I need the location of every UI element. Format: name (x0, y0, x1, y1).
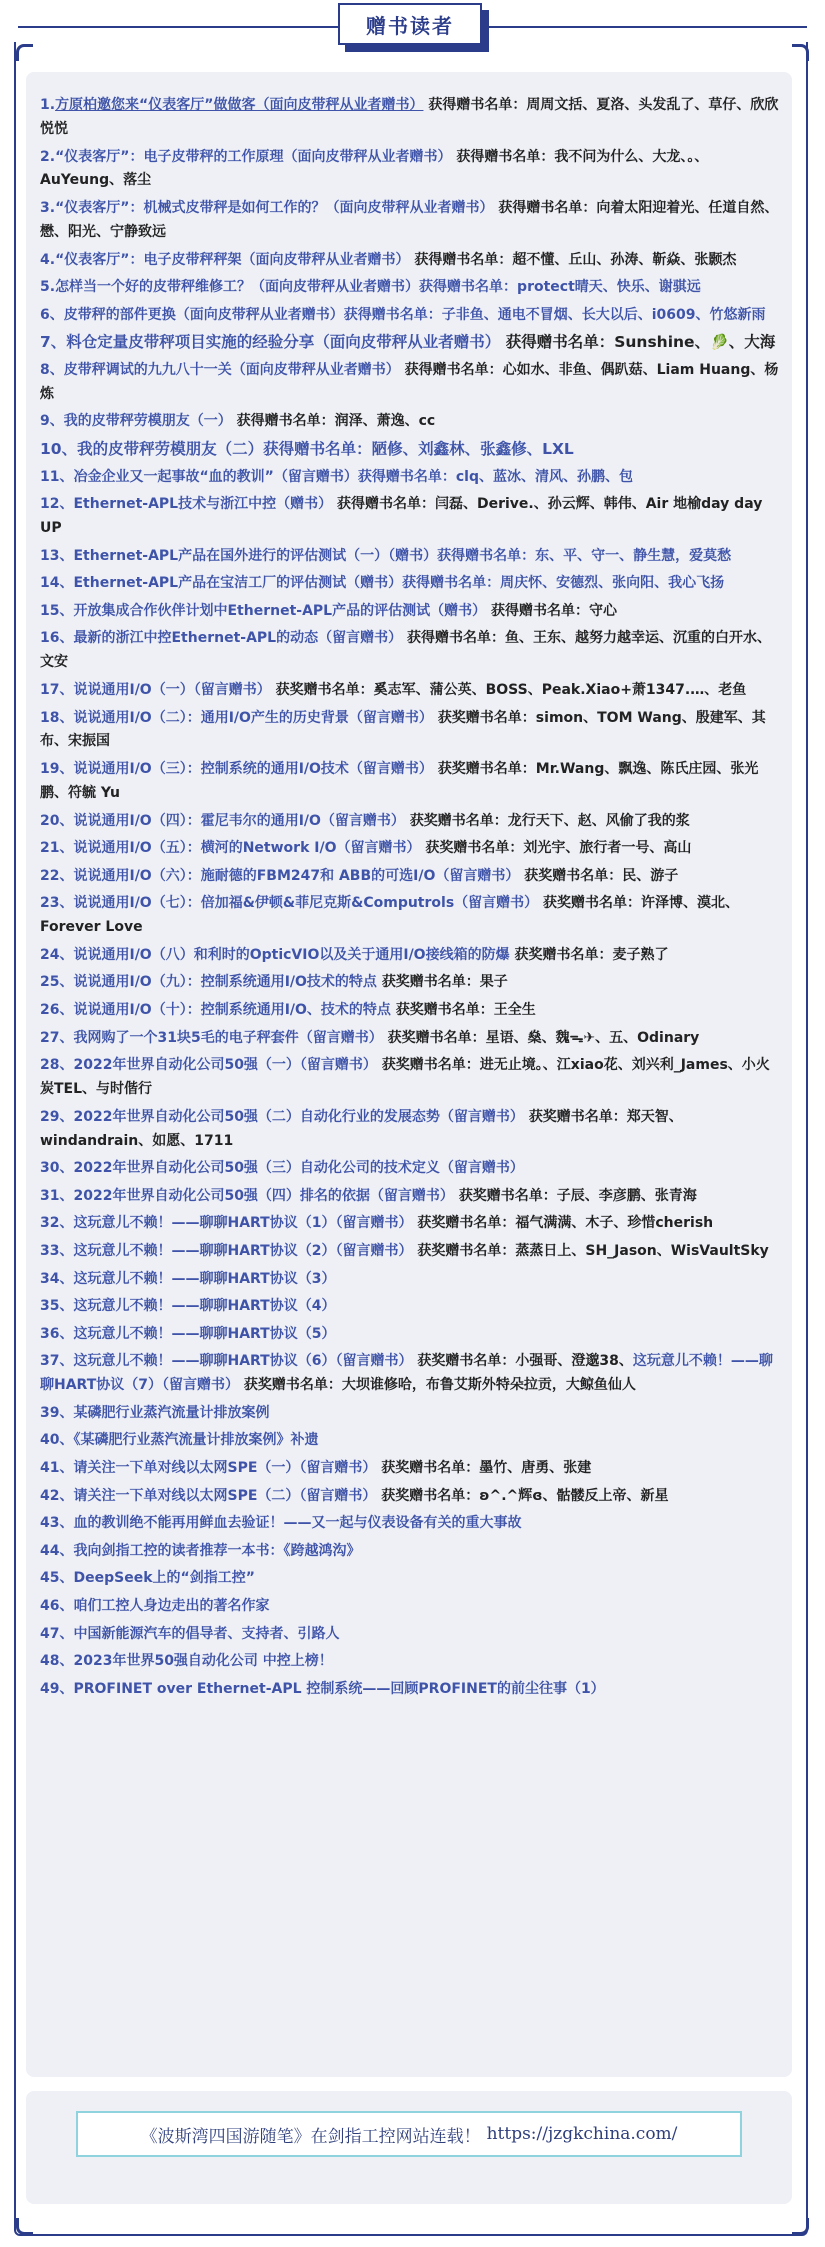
page-title: 赠书读者 (338, 3, 482, 45)
article-link[interactable]: 中国新能源汽车的倡导者、支持者、引路人 (73, 1625, 340, 1642)
list-item (40, 1268, 780, 1292)
serial-banner[interactable] (76, 2111, 742, 2157)
item-number: 26、 (40, 1002, 74, 1018)
list-item (40, 837, 780, 861)
article-link[interactable]: “仪表客厅”：机械式皮带秤是如何工作的？（面向皮带秤从业者赠书） (55, 200, 494, 216)
item-number: 40、 (40, 1432, 74, 1449)
list-item (40, 331, 780, 355)
article-link[interactable]: 2022年世界自动化公司50强（四）排名的依据（留言赠书） (73, 1187, 454, 1204)
book-winners-panel (26, 72, 792, 2077)
item-number: 12、 (40, 496, 74, 513)
article-link[interactable]: 怎样当一个好的皮带秤维修工？（面向皮带秤从业者赠书）获得赠书名单：protect晴天、快乐、谢骐远 (55, 279, 701, 296)
article-link[interactable]: 这玩意儿不赖！——聊聊HART协议（2）（留言赠书） (73, 1242, 413, 1259)
item-number: 28、 (40, 1057, 74, 1074)
item-number: 1. (40, 97, 56, 113)
item-number: 37、 (40, 1353, 74, 1370)
item-number: 19、 (40, 761, 74, 778)
article-link[interactable]: “仪表客厅”：电子皮带秤秤架（面向皮带秤从业者赠书） (55, 251, 410, 268)
item-number: 35、 (40, 1298, 74, 1315)
list-item (40, 600, 780, 624)
article-link[interactable]: 这玩意儿不赖！——聊聊HART协议（1）（留言赠书） (73, 1215, 413, 1232)
list-item (40, 999, 780, 1023)
winners-text: 获奖赠书名单：星语、燊、魏ᯓ✈︎、五、Odinary (387, 1029, 700, 1046)
list-item (40, 971, 780, 995)
list-item (40, 572, 780, 596)
winners-text: 获得赠书名单：闫磊、Derive.、孙云辉、韩伟、Air 地榆day day UP (40, 496, 763, 537)
item-number: 10、 (40, 439, 78, 458)
winners-text: 获得赠书名单：周周文括、夏洛、头发乱了、草仔、欣欣悦悦 (40, 97, 779, 137)
item-number: 6、 (40, 306, 64, 323)
winners-text: 获奖赠书名单：墨竹、唐勇、张建 (381, 1460, 592, 1477)
list-item (40, 1212, 780, 1236)
list-item (40, 679, 780, 703)
article-link[interactable]: Ethernet-APL技术与浙江中控（赠书） (73, 496, 333, 513)
article-link[interactable]: 我网购了一个31块5毛的电子秤套件（留言赠书） (73, 1029, 383, 1046)
list-item (40, 94, 780, 142)
item-number: 3. (40, 200, 56, 216)
item-number: 5. (40, 279, 56, 296)
article-link[interactable]: 2023年世界50强自动化公司 中控上榜！ (73, 1653, 333, 1670)
frame-corner (16, 44, 33, 61)
list-item (40, 707, 780, 755)
list-item (40, 1650, 780, 1674)
winners-text: 获得赠书名单：心如水、非鱼、偶趴菇、Liam Huang、杨炼 (40, 361, 779, 402)
item-number: 43、 (40, 1515, 74, 1532)
article-link[interactable]: DeepSeek上的“剑指工控” (73, 1570, 255, 1587)
vegetable-icon: 🥬 (710, 333, 729, 352)
list-item (40, 1027, 780, 1051)
winners-text: 获奖赠书名单：simon、TOM Wang、殷建军、其布、宋振国 (40, 709, 766, 750)
list-item (40, 1240, 780, 1264)
item-number: 24、 (40, 946, 74, 963)
winners-text: 获得赠书名单：向着太阳迎着光、任道自然、懋、阳光、宁静致远 (40, 200, 779, 240)
item-number: 8、 (40, 361, 64, 378)
article-link[interactable]: 说说通用I/O（四）：霍尼韦尔的通用I/O（留言赠书） (73, 812, 405, 829)
item-number: 33、 (40, 1242, 74, 1259)
article-link[interactable]: 方原柏邀您来“仪表客厅”做做客（面向皮带秤从业者赠书） (55, 97, 424, 113)
article-link[interactable]: 这玩意儿不赖！——聊聊HART协议（3） (73, 1270, 336, 1287)
list-item (40, 1323, 780, 1347)
winners-text: 获奖赠书名单：奚志军、蒲公英、BOSS、Peak.Xiao+萧1347.…、老鱼 (275, 681, 747, 698)
article-link[interactable]: 2022年世界自动化公司50强（二）自动化行业的发展态势（留言赠书） (73, 1108, 524, 1125)
article-link[interactable]: 我的皮带秤劳模朋友（一） (63, 413, 232, 430)
list-item (40, 545, 780, 569)
winners-text: 获奖赠书名单：龙行天下、赵、风偷了我的浆 (409, 812, 690, 829)
item-number: 14、 (40, 575, 74, 592)
winners-text: 获得赠书名单：鱼、王东、越努力越幸运、沉重的白开水、文安 (40, 630, 771, 671)
list-item (40, 944, 780, 968)
list-item (40, 197, 780, 245)
article-link[interactable]: 说说通用I/O（八）和利时的OpticVIO以及关于通用I/O接线箱的防爆 (73, 946, 510, 963)
winners-text: 获奖赠书名单：子辰、李彦鹏、张青海 (458, 1187, 697, 1204)
item-number: 23、 (40, 895, 74, 912)
article-link[interactable]: 说说通用I/O（九）：控制系统通用I/O技术的特点 (73, 974, 377, 991)
list-item (40, 1567, 780, 1591)
article-link[interactable]: 这玩意儿不赖！——聊聊HART协议（7）（留言赠书） (40, 1353, 773, 1394)
article-link[interactable]: 说说通用I/O（六）：施耐德的FBM247和 ABB的可选I/O（留言赠书） (73, 867, 520, 884)
item-number: 44、 (40, 1542, 74, 1559)
website-link[interactable]: https://jzgkchina.com/ (486, 2124, 678, 2144)
item-number: 7、 (40, 333, 67, 352)
item-number: 31、 (40, 1187, 74, 1204)
list-item (40, 1623, 780, 1647)
winners-text: 获奖赠书名单：王全生 (395, 1002, 536, 1018)
article-link[interactable]: Ethernet-APL产品在宝洁工厂的评估测试（赠书）获得赠书名单：周庆怀、安德烈、张向阳、我心飞扬 (73, 575, 725, 592)
item-number: 47、 (40, 1625, 74, 1642)
winners-text: 获奖赠书名单：大坝谁修哈，布鲁艾斯外特朵拉贡，大鲸鱼仙人 (239, 1377, 636, 1394)
article-link[interactable]: 某磷肥行业蒸汽流量计排放案例 (73, 1404, 270, 1421)
article-link[interactable]: 说说通用I/O（五）：横河的Network I/O（留言赠书） (73, 840, 421, 857)
item-number: 2. (40, 148, 56, 165)
article-link[interactable]: Ethernet-APL产品在国外进行的评估测试（一）（赠书）获得赠书名单：东、平、守一、静生慧，爱莫愁 (73, 547, 732, 564)
list-item (40, 1678, 780, 1702)
article-link[interactable]: 2022年世界自动化公司50强（一）（留言赠书） (73, 1057, 377, 1074)
list-item (40, 1429, 780, 1453)
article-list (40, 94, 780, 1702)
list-item (40, 1595, 780, 1619)
article-link[interactable]: PROFINET over Ethernet-APL 控制系统——回顾PROFINET的前尘往事（1） (73, 1680, 605, 1697)
winners-text: 获奖赠书名单：ʚ^.^辉ɞ、骷髅反上帝、新星 (381, 1487, 669, 1504)
article-link[interactable]: 说说通用I/O（三）：控制系统的通用I/O技术（留言赠书） (73, 761, 433, 778)
list-item (40, 1540, 780, 1564)
list-item (40, 865, 780, 889)
list-item (40, 1295, 780, 1319)
article-link[interactable]: 皮带秤调试的九九八十一关（面向皮带秤从业者赠书） (63, 361, 400, 378)
banner-text: 《波斯湾四国游随笔》在剑指工控网站连载！ (140, 2126, 481, 2147)
list-item (40, 1054, 780, 1102)
item-number: 30、 (40, 1160, 74, 1177)
frame-corner (792, 44, 809, 61)
item-number: 39、 (40, 1404, 74, 1421)
article-link[interactable]: 说说通用I/O（十）：控制系统通用I/O、技术的特点 (73, 1002, 391, 1018)
list-item (40, 1402, 780, 1426)
list-item (40, 810, 780, 834)
article-link[interactable]: 《某磷肥行业蒸汽流量计排放案例》补遗 (73, 1432, 319, 1449)
list-item (40, 1485, 780, 1509)
item-number: 48、 (40, 1653, 74, 1670)
item-number: 4. (40, 251, 56, 268)
winners-text: 获得赠书名单：我不问为什么、大龙、。、AuYeung、落尘 (40, 148, 709, 189)
article-link[interactable]: 咱们工控人身边走出的著名作家 (73, 1598, 270, 1614)
winners-text: 获奖赠书名单：郑天智、windandrain、如愿、1711 (40, 1108, 683, 1149)
winners-text: 获得赠书名单：守心 (490, 602, 617, 619)
list-item (40, 1185, 780, 1209)
article-link[interactable]: 最新的浙江中控Ethernet-APL的动态（留言赠书） (73, 630, 403, 647)
footer-panel (26, 2091, 792, 2204)
item-number: 9、 (40, 413, 64, 430)
list-item (40, 304, 780, 328)
article-link[interactable]: “仪表客厅”：电子皮带秤的工作原理（面向皮带秤从业者赠书） (55, 148, 452, 165)
item-number: 16、 (40, 630, 74, 647)
winners-text: 获得赠书名单：润泽、萧逸、cc (236, 413, 436, 430)
item-number: 27、 (40, 1029, 74, 1046)
item-number: 34、 (40, 1270, 74, 1287)
frame-corner (16, 2218, 33, 2235)
list-item (40, 1106, 780, 1154)
article-link[interactable]: 这玩意儿不赖！——聊聊HART协议（6）（留言赠书） (73, 1353, 413, 1370)
article-link[interactable]: 料仓定量皮带秤项目实施的经验分享（面向皮带秤从业者赠书） (66, 333, 501, 352)
list-item (40, 1457, 780, 1481)
article-link[interactable]: 说说通用I/O（七）：倍加福&伊顿&菲尼克斯&Computrols（留言赠书） (73, 895, 539, 912)
item-number: 41、 (40, 1460, 74, 1477)
winners-text: 获奖赠书名单：果子 (381, 974, 508, 991)
article-link[interactable]: 说说通用I/O（一）（留言赠书） (73, 681, 271, 698)
item-number: 29、 (40, 1108, 74, 1125)
winners-text: 获得赠书名单：Sunshine、 (505, 333, 711, 352)
winners-text: 获奖赠书名单：蒸蒸日上、SH_Jason、WisVaultSky (417, 1242, 769, 1259)
article-link[interactable]: 我向剑指工控的读者推荐一本书：《跨越鸿沟》 (73, 1542, 361, 1559)
item-number: 21、 (40, 840, 74, 857)
article-link[interactable]: 这玩意儿不赖！——聊聊HART协议（5） (73, 1325, 336, 1342)
winners-text: 获奖赠书名单：Mr.Wang、飘逸、陈氏庄园、张光鹏、符毓 Yu (40, 761, 759, 801)
winners-text: 获奖赠书名单：小强哥、澄邈38、 (417, 1353, 633, 1370)
winners-text: 获奖赠书名单：麦子熟了 (514, 946, 669, 963)
list-item (40, 249, 780, 273)
list-item (40, 146, 780, 194)
list-item (40, 892, 780, 940)
article-link[interactable]: 请关注一下单对线以太网SPE（一）（留言赠书） (73, 1460, 377, 1477)
article-link[interactable]: 血的教训绝不能再用鲜血去验证！——又一起与仪表设备有关的重大事故 (73, 1515, 522, 1532)
list-item (40, 627, 780, 675)
winners-text: 获奖赠书名单：刘光宇、旅行者一号、高山 (425, 840, 692, 857)
article-link[interactable]: 冶金企业又一起事故“血的教训”（留言赠书）获得赠书名单：clq、蓝冰、清风、孙鹏、包 (73, 468, 634, 485)
item-number: 36、 (40, 1325, 74, 1342)
list-item (40, 1512, 780, 1536)
item-number: 15、 (40, 602, 74, 619)
winners-text: 获得赠书名单：超不懂、丘山、孙涛、靳焱、张颢杰 (414, 251, 737, 268)
article-link[interactable]: 皮带秤的部件更换（面向皮带秤从业者赠书）获得赠书名单：子非鱼、通电不冒烟、长大以后、i0609、竹悠新雨 (63, 306, 766, 323)
item-number: 42、 (40, 1487, 74, 1504)
article-link[interactable]: 我的皮带秤劳模朋友（二）获得赠书名单：陋修、刘鑫林、张鑫修、LXL (77, 439, 574, 458)
list-item (40, 493, 780, 541)
list-item (40, 1350, 780, 1398)
list-item (40, 1157, 780, 1181)
item-number: 17、 (40, 681, 74, 698)
item-number: 49、 (40, 1680, 74, 1697)
item-number: 22、 (40, 867, 74, 884)
article-link[interactable]: 这玩意儿不赖！——聊聊HART协议（4） (73, 1298, 336, 1315)
winners-text-tail: 、大海 (728, 333, 776, 352)
list-item (40, 758, 780, 806)
article-link[interactable]: 说说通用I/O（二）：通用I/O产生的历史背景（留言赠书） (73, 709, 433, 726)
list-item (40, 359, 780, 407)
item-number: 32、 (40, 1215, 74, 1232)
item-number: 18、 (40, 709, 74, 726)
frame-corner (792, 2218, 809, 2235)
list-item (40, 410, 780, 434)
item-number: 25、 (40, 974, 74, 991)
item-number: 20、 (40, 812, 74, 829)
item-number: 45、 (40, 1570, 74, 1587)
winners-text: 获奖赠书名单：民、游子 (524, 867, 679, 884)
list-item (40, 466, 780, 490)
list-item (40, 276, 780, 300)
winners-text: 获奖赠书名单：许泽博、漠北、Forever Love (40, 895, 740, 936)
item-number: 46、 (40, 1598, 74, 1614)
list-item (40, 438, 780, 462)
article-link[interactable]: 2022年世界自动化公司50强（三）自动化公司的技术定义（留言赠书） (73, 1160, 524, 1177)
item-number: 11、 (40, 468, 74, 485)
winners-text: 获奖赠书名单：进无止境。、江xiao花、刘兴利_James、小火炭TEL、与时偕行 (40, 1057, 770, 1098)
article-link[interactable]: 请关注一下单对线以太网SPE（二）（留言赠书） (73, 1487, 377, 1504)
winners-text: 获奖赠书名单：福气满满、木子、珍惜cherish (417, 1215, 714, 1232)
article-link[interactable]: 开放集成合作伙伴计划中Ethernet-APL产品的评估测试（赠书） (73, 602, 487, 619)
item-number: 13、 (40, 547, 74, 564)
